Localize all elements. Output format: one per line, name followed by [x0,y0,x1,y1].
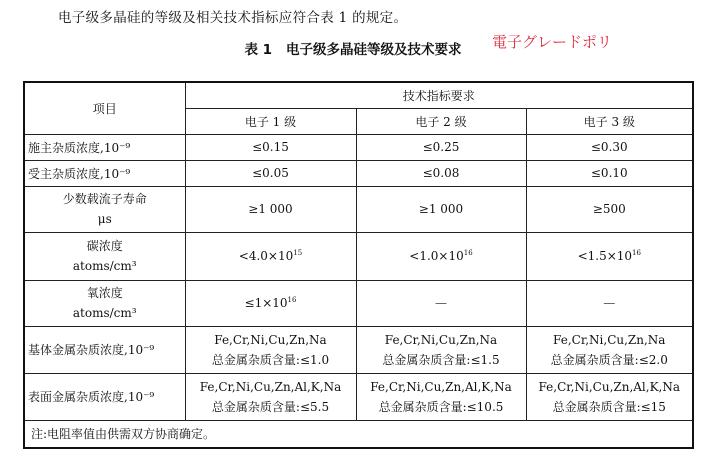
spec-header: 技术指标要求 [185,82,693,109]
intro-paragraph: 电子级多晶硅的等级及相关技术指标应符合表 1 的规定。 [58,10,408,26]
table-cell [356,232,526,280]
table-cell [526,232,693,280]
row-label: 基体金属杂质浓度,10⁻⁹ [24,326,185,373]
table-cell: ≤0.15 [185,134,356,161]
table-cell [526,373,693,420]
grade-header: 电子 1 级 [185,109,356,135]
table-cell: ≥500 [526,186,693,232]
element-list: Fe,Cr,Ni,Cu,Zn,Al,K,Na [199,379,342,394]
element-list: Fe,Cr,Ni,Cu,Zn,Al,K,Na [538,379,681,394]
table-title: 电子级多晶硅等级及技术要求 [286,42,462,58]
row-label [24,280,185,326]
total-limit: 总金属杂质含量:≤1.0 [211,352,330,367]
grade-header: 电子 2 级 [356,109,526,135]
total-limit: 总金属杂质含量:≤5.5 [211,399,330,414]
table-row [24,232,693,280]
table-row [24,134,693,161]
table-cell: ≥1 000 [356,186,526,232]
table-number: 表 1 [244,42,273,58]
row-label-text: 少数载流子寿命 [62,192,147,207]
value-base: <1.5×10 [577,249,633,264]
table-cell [185,326,356,373]
row-unit: μs [97,212,112,227]
grade-header: 电子 3 级 [526,109,693,135]
table-cell [185,280,356,326]
table-cell [185,232,356,280]
table-cell: — [526,280,693,326]
table-row [24,161,693,187]
table-cell: ≥1 000 [185,186,356,232]
row-label [24,186,185,232]
value-base: ≤1×10 [244,296,288,311]
table-note: 注:电阻率值由供需双方协商确定。 [24,420,693,448]
table-cell: ≤0.10 [526,161,693,187]
table-cell [356,373,526,420]
value-exponent: 16 [463,249,473,258]
table-cell: ≤0.30 [526,134,693,161]
element-list: Fe,Cr,Ni,Cu,Zn,Na [384,332,498,347]
row-unit: atoms/cm³ [72,306,137,321]
total-limit: 总金属杂质含量:≤15 [552,399,666,414]
table-cell: ≤0.08 [356,161,526,187]
table-cell: ≤0.05 [185,161,356,187]
element-list: Fe,Cr,Ni,Cu,Zn,Al,K,Na [370,379,512,394]
table-cell [526,326,693,373]
value-exponent: 16 [632,249,641,258]
table-row [24,280,693,326]
spec-table [23,81,694,449]
note-row [24,420,693,448]
table-cell: — [356,280,526,326]
row-label-text: 氧浓度 [86,286,123,301]
row-label: 施主杂质浓度,10⁻⁹ [24,134,185,161]
table-cell: ≤0.25 [356,134,526,161]
row-unit: atoms/cm³ [72,259,137,274]
table-row [24,186,693,232]
row-label [24,232,185,280]
value-base: <1.0×10 [409,249,464,264]
element-list: Fe,Cr,Ni,Cu,Zn,Na [553,332,666,347]
element-list: Fe,Cr,Ni,Cu,Zn,Na [214,332,327,347]
value-exponent: 15 [293,249,303,258]
value-base: <4.0×10 [238,249,294,264]
table-row [24,373,693,420]
row-label: 表面金属杂质浓度,10⁻⁹ [24,373,185,420]
row-label-text: 碳浓度 [86,239,123,254]
value-exponent: 16 [287,296,297,305]
overlay-annotation: 電子グレードポリ [492,33,613,51]
table-cell [185,373,356,420]
table-row [24,326,693,373]
table-header-row [24,82,693,109]
total-limit: 总金属杂质含量:≤1.5 [382,352,500,367]
total-limit: 总金属杂质含量:≤10.5 [378,399,504,414]
table-cell [356,326,526,373]
item-header: 项目 [24,82,185,134]
row-label: 受主杂质浓度,10⁻⁹ [24,161,185,187]
total-limit: 总金属杂质含量:≤2.0 [550,352,668,367]
